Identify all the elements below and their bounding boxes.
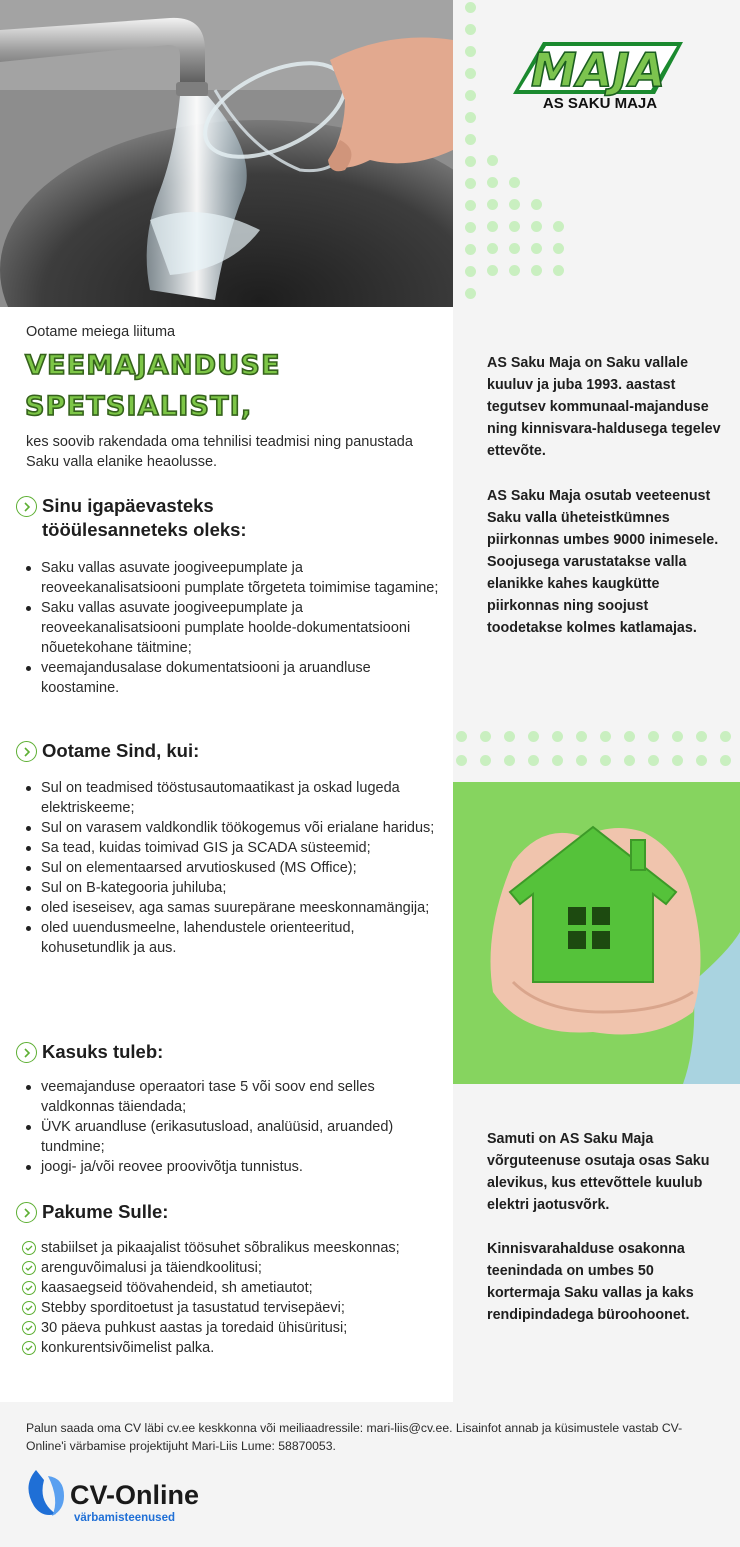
decorative-dot <box>696 755 707 766</box>
decorative-dot <box>465 178 476 189</box>
decorative-dot <box>553 243 564 254</box>
check-circle-icon <box>22 1281 36 1295</box>
decorative-dot <box>465 200 476 211</box>
application-instructions: Palun saada oma CV läbi cv.ee keskkonna või meiliaadressile: mari-liis@cv.ee. Lisainfot annab ja küsimustele vastab CV-Online'i värbamise projektijuht Mari-Liis Lume: 58870053. <box>26 1421 683 1453</box>
section-advantages-title: Kasuks tuleb: <box>42 1041 164 1062</box>
section-advantages-header <box>16 1040 163 1064</box>
list-item-text: kaasaegseid töövahendeid, sh ametiautot; <box>41 1280 313 1296</box>
list-item-text: stabiilset ja pikaajalist töösuhet sõbralikus meeskonnas; <box>41 1240 400 1256</box>
list-item <box>22 1238 442 1258</box>
decorative-dot <box>509 199 520 210</box>
decorative-dot <box>465 266 476 277</box>
decorative-dot <box>624 755 635 766</box>
list-item <box>22 1258 442 1278</box>
lead-text: kes soovib rakendada oma tehnilisi teadmisi ning panustada Saku valla elanike heaolusse. <box>26 434 413 470</box>
decorative-dot <box>528 755 539 766</box>
decorative-dot <box>720 731 731 742</box>
logo-word: MAJA <box>530 43 666 97</box>
decorative-dot <box>552 755 563 766</box>
list-item <box>22 1278 442 1298</box>
list-item: veemajanduse operaatori tase 5 või soov end selles valdkonnas täiendada; <box>22 1077 422 1117</box>
offer-list <box>22 1238 442 1358</box>
list-item: Sul on B-kategooria juhiluba; <box>22 878 444 898</box>
list-item <box>22 1338 442 1358</box>
chevron-right-icon <box>16 741 37 762</box>
decorative-dot <box>509 221 520 232</box>
decorative-dot <box>531 199 542 210</box>
list-item: Sa tead, kuidas toimivad GIS ja SCADA süsteemid; <box>22 838 444 858</box>
decorative-dot <box>465 46 476 57</box>
list-item: ÜVK aruandluse (erikasutusload, analüüsid, aruanded) tundmine; <box>22 1117 422 1157</box>
decorative-dot <box>465 288 476 299</box>
decorative-dot <box>553 221 564 232</box>
decorative-dot <box>487 155 498 166</box>
company-description-3: Samuti on AS Saku Maja võrguteenuse osutaja osas Saku alevikus, kus ettevõttele kuulub elektri jaotusvõrk. <box>487 1131 710 1213</box>
check-circle-icon <box>22 1301 36 1315</box>
list-item: joogi- ja/või reovee proovivõtja tunnistus. <box>22 1157 422 1177</box>
section-requirements-title: Ootame Sind, kui: <box>42 740 200 761</box>
check-circle-icon <box>22 1241 36 1255</box>
list-item: Saku vallas asuvate joogiveepumplate ja reoveekanalisatsiooni pumplate hoolde-dokumentatsiooni nõuetekohane täitmine; <box>22 598 442 658</box>
company-description-4: Kinnisvarahalduse osakonna teenindada on umbes 50 kortermaja Saku vallas ja kaks rendipindadega büroohoonet. <box>487 1241 694 1323</box>
decorative-dot <box>456 731 467 742</box>
decorative-dot <box>648 755 659 766</box>
decorative-dot <box>531 221 542 232</box>
decorative-dot <box>480 731 491 742</box>
decorative-dot <box>553 265 564 276</box>
decorative-dot <box>648 731 659 742</box>
list-item: oled iseseisev, aga samas suurepärane meeskonnamängija; <box>22 898 444 918</box>
chevron-right-icon <box>16 496 37 517</box>
house-in-hands-image <box>453 782 740 1084</box>
decorative-dot <box>600 755 611 766</box>
decorative-dot <box>487 221 498 232</box>
list-item <box>22 1318 442 1338</box>
requirements-list <box>22 778 444 958</box>
decorative-dot <box>487 199 498 210</box>
list-item: Sul on teadmised tööstusautomaatikast ja oskad lugeda elektriskeeme; <box>22 778 444 818</box>
list-item: veemajandusalase dokumentatsiooni ja aruandluse koostamine. <box>22 658 442 698</box>
headline-line-2: SPETSIALISTI, <box>25 391 253 422</box>
decorative-dot <box>465 2 476 13</box>
decorative-dot <box>509 243 520 254</box>
decorative-dot <box>672 755 683 766</box>
list-item-text: Stebby sporditoetust ja tasustatud tervisepäevi; <box>41 1300 345 1316</box>
decorative-dot <box>487 265 498 276</box>
list-item: Sul on elementaarsed arvutioskused (MS Office); <box>22 858 444 878</box>
section-offer-header <box>16 1200 168 1224</box>
cv-online-tagline: värbamisteenused <box>74 1512 175 1524</box>
decorative-dot <box>465 156 476 167</box>
list-item: oled uuendusmeelne, lahendustele orienteeritud, kohusetundlik ja aus. <box>22 918 444 958</box>
decorative-dot <box>509 177 520 188</box>
company-description-1: AS Saku Maja on Saku vallale kuuluv ja juba 1993. aastast tegutsev kommunaal-majanduse ning kinnisvara-haldusega tegelev ettevõte. <box>487 355 721 459</box>
list-item: Saku vallas asuvate joogiveepumplate ja reoveekanalisatsiooni pumplate tõrgeteta toimimise tagamine; <box>22 558 442 598</box>
list-item <box>22 1298 442 1318</box>
chevron-right-icon <box>16 1202 37 1223</box>
logo-subtitle: AS SAKU MAJA <box>542 95 658 112</box>
list-item-text: arenguvõimalusi ja täiendkoolitusi; <box>41 1260 262 1276</box>
section-requirements-header <box>16 739 199 763</box>
section-offer-title: Pakume Sulle: <box>42 1201 169 1222</box>
decorative-dot <box>509 265 520 276</box>
decorative-dot <box>528 731 539 742</box>
chevron-right-icon <box>16 1042 37 1063</box>
decorative-dot <box>465 24 476 35</box>
section-duties-title: Sinu igapäevasteks tööülesanneteks oleks: <box>42 495 247 540</box>
cv-online-name: CV-Online <box>70 1480 200 1510</box>
check-circle-icon <box>22 1261 36 1275</box>
advantages-list <box>22 1077 422 1177</box>
decorative-dot <box>504 755 515 766</box>
decorative-dot <box>487 177 498 188</box>
decorative-dot <box>465 222 476 233</box>
decorative-dot <box>552 731 563 742</box>
list-item-text: konkurentsivõimelist palka. <box>41 1340 215 1356</box>
decorative-dot <box>465 90 476 101</box>
decorative-dot <box>465 68 476 79</box>
decorative-dot <box>480 755 491 766</box>
saku-maja-logo <box>505 36 690 114</box>
decorative-dot <box>465 112 476 123</box>
decorative-dot <box>487 243 498 254</box>
company-description-2: AS Saku Maja osutab veeteenust Saku valla üheteistkümnes piirkonnas umbes 9000 inimesele. Soojusega varustatakse valla elanikke kahes kaugkütte piirkonnas ning soojust toodetakse kolmes katlamajas. <box>487 488 719 636</box>
decorative-dot <box>576 731 587 742</box>
headline-line-1: VEEMAJANDUSE <box>25 350 281 381</box>
check-circle-icon <box>22 1321 36 1335</box>
decorative-dot <box>696 731 707 742</box>
list-item-text: 30 päeva puhkust aastas ja toredaid ühisüritusi; <box>41 1320 348 1336</box>
intro-text: Ootame meiega liituma <box>26 324 176 340</box>
decorative-dot <box>576 755 587 766</box>
decorative-dot <box>624 731 635 742</box>
decorative-dot <box>456 755 467 766</box>
list-item: Sul on varasem valdkondlik töökogemus või erialane haridus; <box>22 818 444 838</box>
duties-list <box>22 558 442 698</box>
decorative-dot <box>531 265 542 276</box>
hero-water-image <box>0 0 453 307</box>
section-duties-header <box>16 494 302 542</box>
decorative-dot <box>504 731 515 742</box>
decorative-dot <box>600 731 611 742</box>
decorative-dot <box>720 755 731 766</box>
decorative-dot <box>672 731 683 742</box>
check-circle-icon <box>22 1341 36 1355</box>
decorative-dot <box>465 244 476 255</box>
cv-online-logo <box>24 1466 224 1526</box>
decorative-dot <box>531 243 542 254</box>
decorative-dot <box>465 134 476 145</box>
